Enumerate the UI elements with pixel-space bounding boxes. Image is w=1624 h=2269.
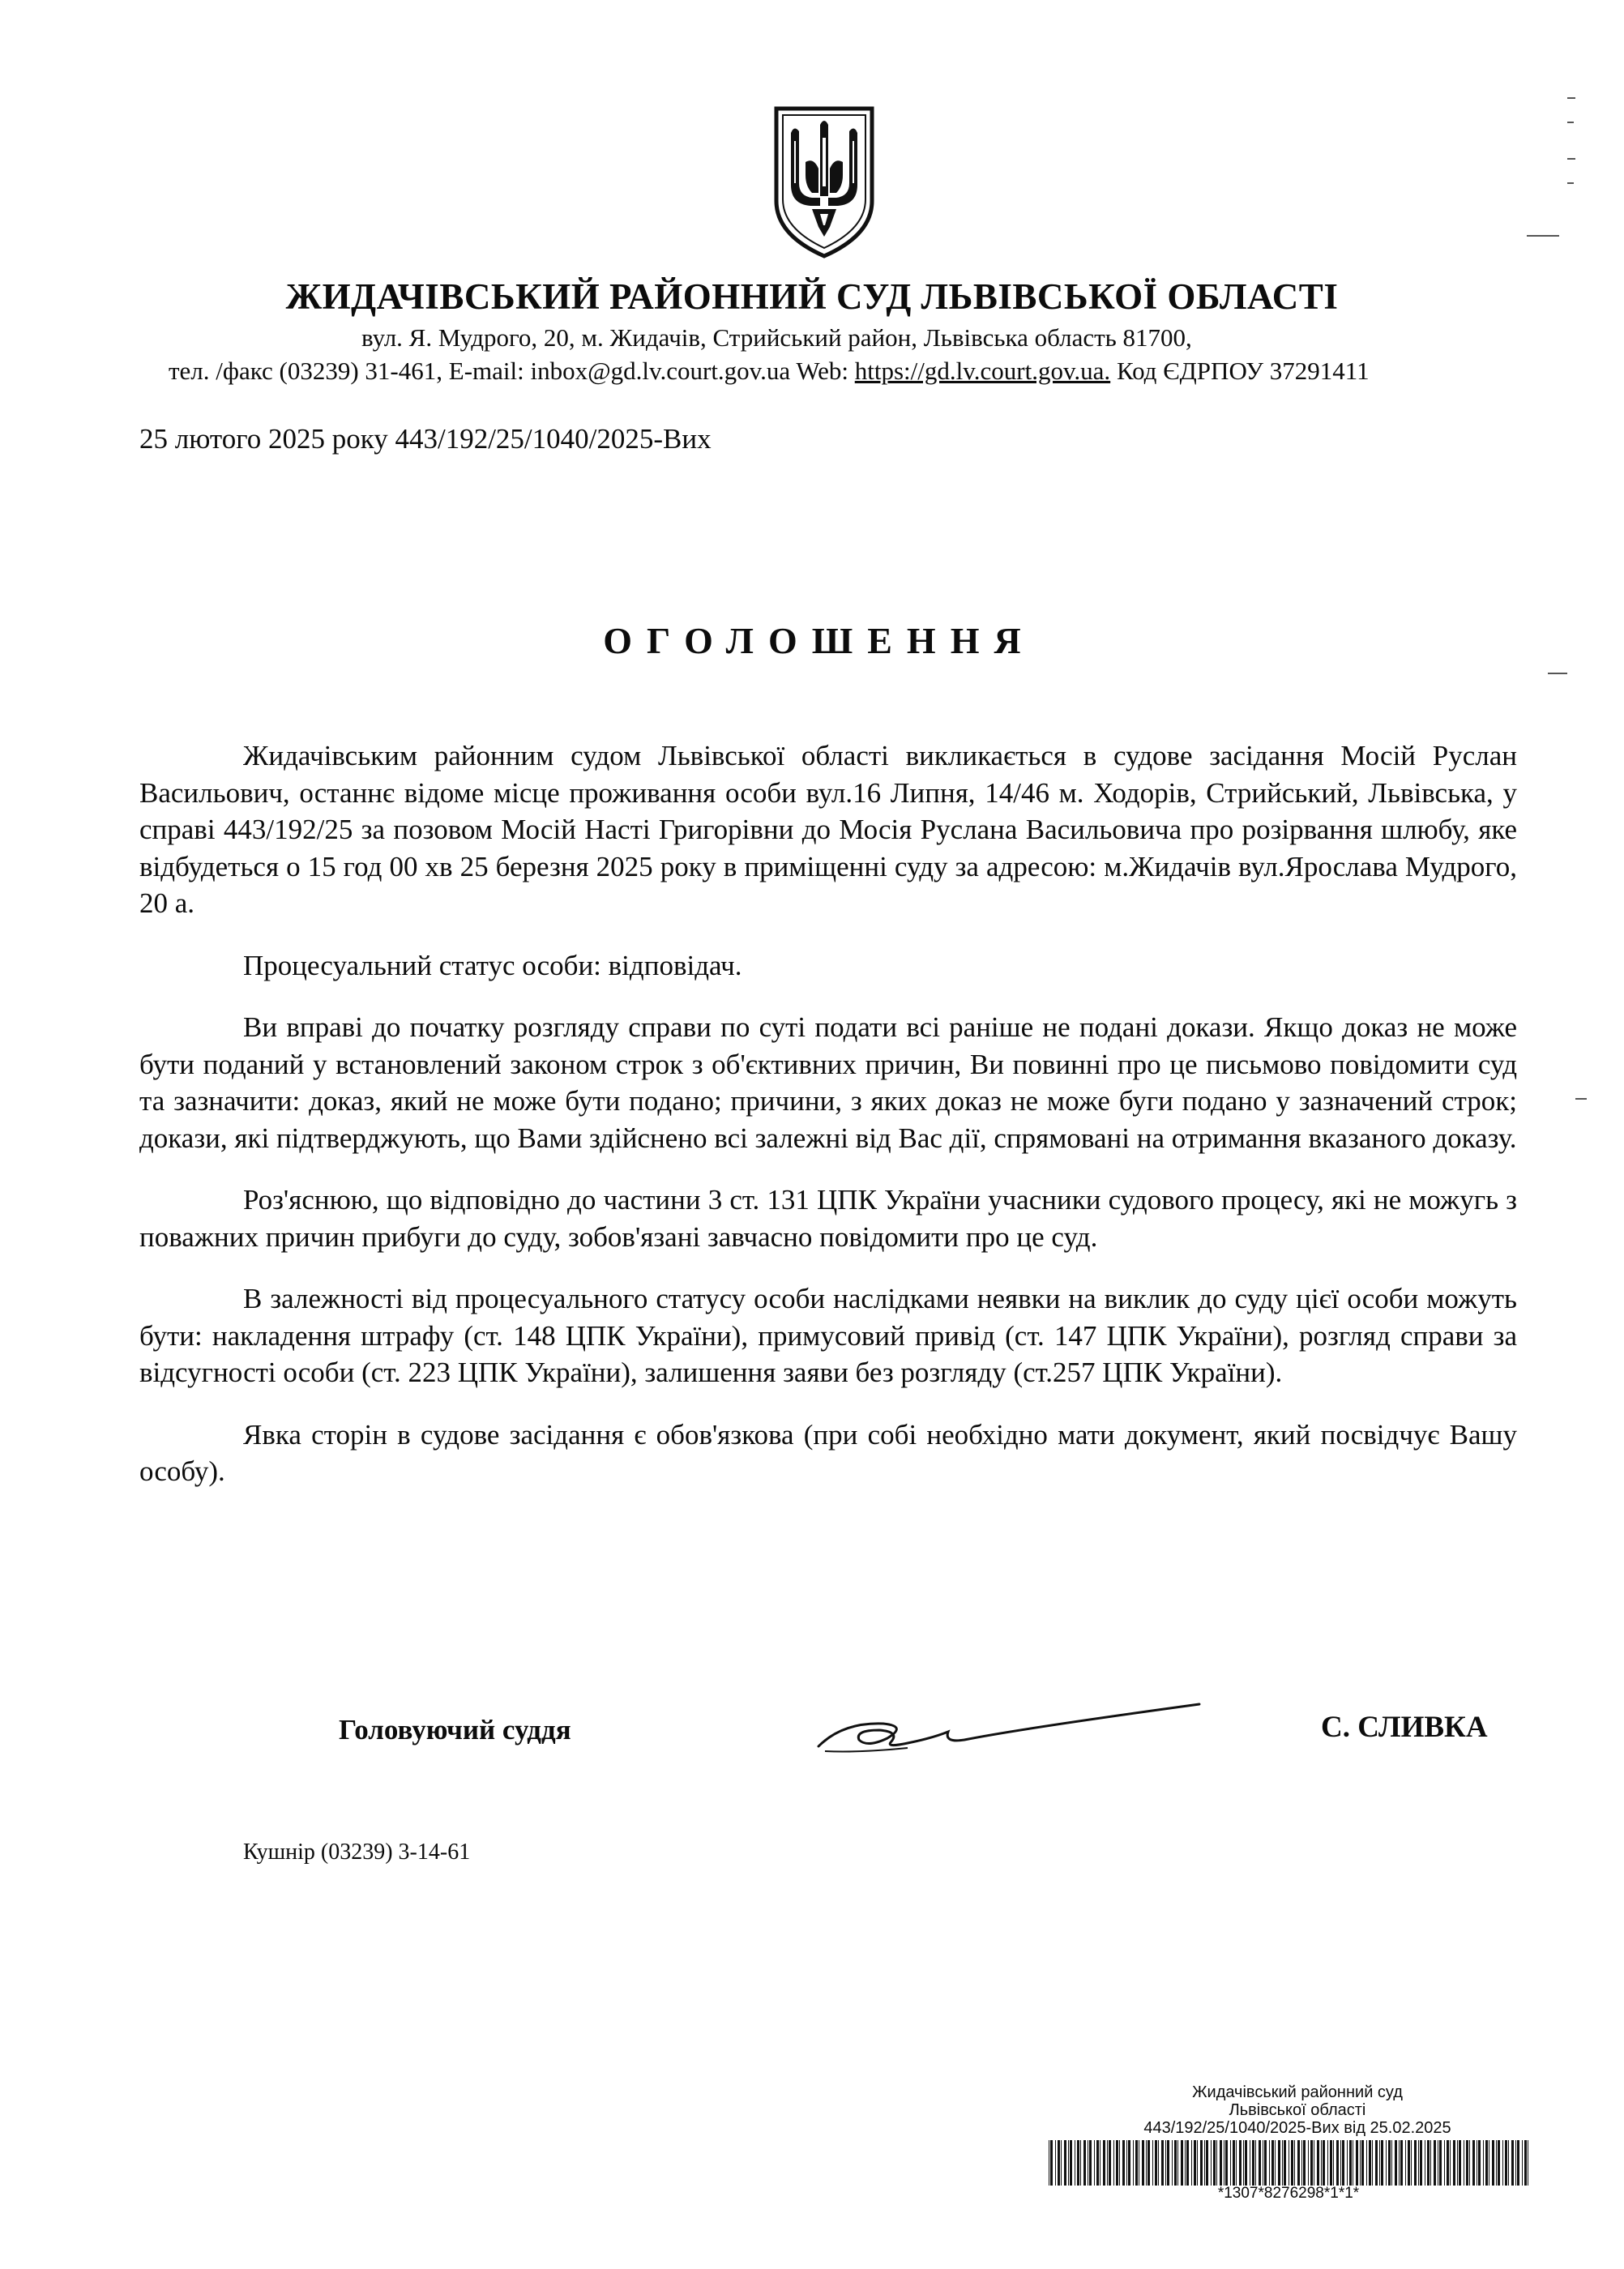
barcode-bar	[1225, 2140, 1228, 2186]
barcode-bar	[1399, 2140, 1400, 2186]
barcode-bar	[1505, 2140, 1507, 2186]
barcode-bar	[1204, 2140, 1205, 2186]
barcode-bar	[1360, 2140, 1361, 2186]
barcode-bar	[1116, 2140, 1118, 2186]
barcode-bar	[1158, 2140, 1159, 2186]
scan-speck	[1567, 158, 1575, 160]
barcode-bar	[1243, 2140, 1244, 2186]
stamp-region: Львівської області	[1229, 2101, 1366, 2119]
barcode-bar	[1089, 2140, 1092, 2186]
barcode-bar	[1142, 2140, 1144, 2186]
barcode-bar	[1327, 2140, 1328, 2186]
barcode-bar	[1275, 2140, 1276, 2186]
barcode-bar	[1485, 2140, 1488, 2186]
barcode-bar	[1498, 2140, 1500, 2186]
scan-speck	[1567, 97, 1575, 99]
paragraph-attendance: Явка сторін в судове засідання є обов'язкова (при собі необхідно мати документ, який посвідчує Вашу особу).	[139, 1418, 1517, 1487]
barcode-bar	[1372, 2140, 1373, 2186]
barcode-bar	[1349, 2140, 1352, 2186]
barcode-bar	[1216, 2140, 1217, 2186]
barcode-bar	[1375, 2140, 1378, 2186]
barcode-bar	[1230, 2140, 1231, 2186]
barcode-bar	[1077, 2140, 1079, 2186]
stamp-court-name: Жидачівський районний суд	[1192, 2083, 1403, 2101]
website-link[interactable]: https://gd.lv.court.gov.ua.	[854, 357, 1111, 385]
barcode-bar	[1297, 2140, 1300, 2186]
barcode-bar	[1459, 2140, 1461, 2186]
barcode-bar	[1515, 2140, 1516, 2186]
handwritten-signature	[810, 1681, 1216, 1763]
barcode-bar	[1439, 2140, 1442, 2186]
barcode-bar	[1177, 2140, 1178, 2186]
scan-speck	[1567, 122, 1574, 123]
barcode-bar	[1310, 2140, 1313, 2186]
barcode-bar	[1197, 2140, 1198, 2186]
barcode-bar	[1381, 2140, 1383, 2186]
paragraph-consequences: В залежності від процесуального статусу особи наслідками неявки на виклик до суду цієї особи можуть бути: накладення штрафу (ст. 148 ЦПК України), примусовий привід (ст. 147 ЦПК України), розгляд справи за відсугності особи (ст. 223 ЦПК України), залишення заяви без розгляду (ст.257 ЦПК України).	[139, 1283, 1517, 1388]
barcode-bar	[1172, 2140, 1173, 2186]
paragraph-status: Процесуальний статус особи: відповідач.	[243, 949, 742, 981]
barcode-bar	[1161, 2140, 1164, 2186]
barcode-bar	[1259, 2140, 1261, 2186]
barcode-bar	[1400, 2140, 1403, 2186]
barcode-bar	[1356, 2140, 1358, 2186]
barcode-bar	[1113, 2140, 1114, 2186]
judge-name: С. СЛИВКА	[1321, 1711, 1488, 1744]
barcode-bar	[1245, 2140, 1247, 2186]
barcode-bar	[1200, 2140, 1203, 2186]
paragraph-summons: Жидачівським районним судом Львівської області викликається в судове засідання Мосій Руслан Васильович, останнє відоме місце проживання особи вул.16 Липня, 14/46 м. Ходорів, Стрийський, Львівська, у справі 443/192/25 за позовом Мосій Насті Григорівни до Мосія Руслана Васильовича про розірвання шлюбу, яке відбудеться о 15 год 00 хв 25 березня 2025 року в приміщенні суду за адресою: м.Жидачів вул.Ярослава Мудрого, 20 а.	[139, 740, 1517, 919]
barcode-bar	[1469, 2140, 1470, 2186]
barcode-bar	[1058, 2140, 1060, 2186]
barcode-bar	[1447, 2140, 1449, 2186]
barcode-bar	[1252, 2140, 1254, 2186]
barcode-bar	[1466, 2140, 1468, 2186]
barcode-bar	[1080, 2140, 1081, 2186]
barcode-bar	[1055, 2140, 1056, 2186]
barcode-bar	[1083, 2140, 1086, 2186]
barcode-bar	[1333, 2140, 1334, 2186]
barcode-bar	[1103, 2140, 1105, 2186]
barcode-bar	[1366, 2140, 1367, 2186]
barcode-bar	[1308, 2140, 1309, 2186]
barcode-bar	[1271, 2140, 1274, 2186]
barcode-bar	[1411, 2140, 1412, 2186]
paragraph-explanation: Роз'яснюю, що відповідно до частини 3 ст. 131 ЦПК України учасники судового процесу, які не можугь з поважних причин прибуги до суду, зобов'язані завчасно повідомити про це суд.	[139, 1184, 1517, 1253]
court-address: вул. Я. Мудрого, 20, м. Жидачів, Стрийський район, Львівська область 81700,	[361, 323, 1192, 352]
barcode-icon	[1045, 2140, 1532, 2186]
barcode-bar	[1135, 2140, 1138, 2186]
barcode-bar	[1303, 2140, 1306, 2186]
scan-speck	[1575, 1098, 1587, 1100]
barcode-bar	[1061, 2140, 1062, 2186]
barcode-bar	[1430, 2140, 1431, 2186]
barcode-bar	[1181, 2140, 1183, 2186]
trident-icon	[771, 105, 877, 259]
barcode-bar	[1342, 2140, 1344, 2186]
barcode-bar	[1126, 2140, 1127, 2186]
stamp-reg-number: 443/192/25/1040/2025-Вих від 25.02.2025	[1143, 2119, 1451, 2137]
barcode-bar	[1522, 2140, 1523, 2186]
barcode-bar	[1388, 2140, 1391, 2186]
barcode-bar	[1330, 2140, 1332, 2186]
barcode-bar	[1213, 2140, 1216, 2186]
barcode-bar	[1386, 2140, 1387, 2186]
barcode-bar	[1096, 2140, 1099, 2186]
barcode-bar	[1414, 2140, 1417, 2186]
barcode-bar	[1122, 2140, 1125, 2186]
barcode-bar	[1185, 2140, 1186, 2186]
barcode-bar	[1444, 2140, 1445, 2186]
barcode-bar	[1508, 2140, 1509, 2186]
document-title: ОГОЛОШЕННЯ	[603, 620, 1036, 661]
contacts-prefix: тел. /факс (03239) 31-461, E-mail: inbox@gd.lv.court.gov.ua Web:	[169, 357, 855, 385]
barcode-bar	[1284, 2140, 1286, 2186]
barcode-bar	[1255, 2140, 1256, 2186]
barcode-bar	[1434, 2140, 1436, 2186]
barcode-bar	[1094, 2140, 1095, 2186]
executor-contact: Кушнір (03239) 3-14-61	[243, 1840, 471, 1865]
barcode-bar	[1107, 2140, 1108, 2186]
barcode-bar	[1511, 2140, 1514, 2186]
barcode-bar	[1050, 2140, 1053, 2186]
barcode-bar	[1347, 2140, 1348, 2186]
barcode-bar	[1418, 2140, 1419, 2186]
barcode-bar	[1278, 2140, 1280, 2186]
barcode-bar	[1317, 2140, 1319, 2186]
barcode-bar	[1236, 2140, 1237, 2186]
barcode-bar	[1450, 2140, 1451, 2186]
barcode-bar	[1361, 2140, 1364, 2186]
barcode-bar	[1395, 2140, 1397, 2186]
court-contacts	[169, 357, 1370, 386]
barcode-bar	[1174, 2140, 1177, 2186]
barcode-bar	[1524, 2140, 1527, 2186]
barcode-bar	[1070, 2140, 1072, 2186]
barcode-bar	[1301, 2140, 1302, 2186]
barcode-number: *1307*8276298*1*1*	[1217, 2185, 1360, 2202]
barcode-bar	[1064, 2140, 1066, 2186]
barcode-bar	[1211, 2140, 1212, 2186]
barcode-bar	[1517, 2140, 1519, 2186]
barcode-bar	[1269, 2140, 1270, 2186]
barcode-bar	[1152, 2140, 1153, 2186]
barcode-bar	[1336, 2140, 1339, 2186]
barcode-bar	[1282, 2140, 1283, 2186]
barcode-bar	[1239, 2140, 1242, 2186]
barcode-bar	[1496, 2140, 1497, 2186]
barcode-bar	[1453, 2140, 1455, 2186]
barcode-bar	[1165, 2140, 1166, 2186]
scan-speck	[1548, 673, 1567, 674]
signer-role: Головуючий суддя	[339, 1714, 571, 1746]
barcode-bar	[1146, 2140, 1147, 2186]
scan-speck	[1527, 235, 1559, 237]
barcode-bar	[1220, 2140, 1222, 2186]
barcode-bar	[1147, 2140, 1150, 2186]
barcode-bar	[1321, 2140, 1322, 2186]
barcode-bar	[1264, 2140, 1267, 2186]
scan-speck	[1567, 182, 1574, 184]
barcode-bar	[1109, 2140, 1111, 2186]
barcode-bar	[1133, 2140, 1134, 2186]
barcode-bar	[1340, 2140, 1341, 2186]
edrpou-code: Код ЄДРПОУ 37291411	[1110, 357, 1370, 385]
paragraph-evidence: Ви вправі до початку розгляду справи по суті подати всі раніше не подані докази. Якщо доказ не може бути поданий у встановлений законом строк з об'єктивних причин, Ви повинні про це письмово повідомити суд та зазначити: доказ, який не може бути подано; причини, з яких доказ не може буги подано у зазначений строк; докази, які підтверджують, що Вами здійснено всі залежні від Вас дії, спрямовані на отримання вказаного доказу.	[139, 1011, 1517, 1154]
barcode-bar	[1167, 2140, 1169, 2186]
barcode-bar	[1191, 2140, 1192, 2186]
barcode-bar	[1119, 2140, 1120, 2186]
barcode-bar	[1294, 2140, 1295, 2186]
court-name: ЖИДАЧІВСЬКИЙ РАЙОННИЙ СУД ЛЬВІВСЬКОЇ ОБЛАСТІ	[285, 276, 1339, 317]
barcode-bar	[1379, 2140, 1380, 2186]
outgoing-number: 25 лютого 2025 року 443/192/25/1040/2025-Вих	[139, 423, 712, 455]
barcode-bar	[1492, 2140, 1494, 2186]
barcode-bar	[1472, 2140, 1475, 2186]
barcode-bar	[1427, 2140, 1430, 2186]
barcode-bar	[1478, 2140, 1481, 2186]
barcode-bar	[1369, 2140, 1371, 2186]
registration-stamp	[1058, 2083, 1536, 2137]
barcode-bar	[1233, 2140, 1235, 2186]
barcode-bar	[1155, 2140, 1157, 2186]
barcode-bar	[1194, 2140, 1196, 2186]
barcode-bar	[1291, 2140, 1293, 2186]
document-body	[139, 737, 1517, 1515]
barcode-bar	[1068, 2140, 1069, 2186]
barcode-bar	[1206, 2140, 1208, 2186]
barcode-bar	[1405, 2140, 1406, 2186]
barcode-bar	[1391, 2140, 1392, 2186]
barcode-bar	[1128, 2140, 1130, 2186]
barcode-bar	[1186, 2140, 1189, 2186]
barcode-bar	[1457, 2140, 1458, 2186]
barcode-bar	[1323, 2140, 1325, 2186]
barcode-bar	[1483, 2140, 1484, 2186]
barcode-bar	[1502, 2140, 1503, 2186]
barcode-bar	[1420, 2140, 1422, 2186]
barcode-bar	[1408, 2140, 1410, 2186]
